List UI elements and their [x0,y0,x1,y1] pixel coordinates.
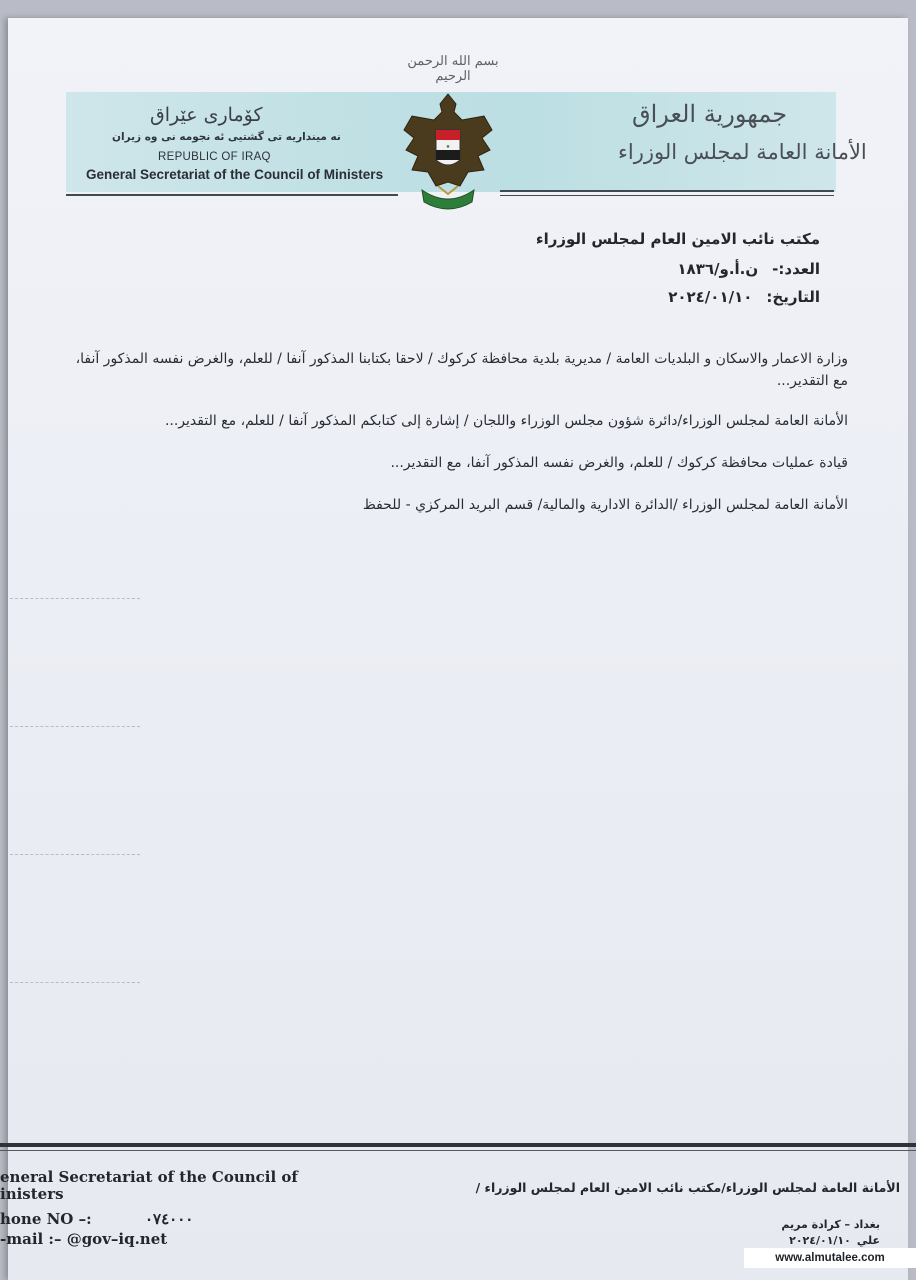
republic-english: REPUBLIC OF IRAQ [158,151,271,163]
kurdish-title: کۆماری عێراق [150,104,263,126]
date-label: التاريخ: [766,288,820,306]
iraq-eagle-emblem-icon [398,90,498,218]
reference-label: العدد:- [772,260,820,278]
recipient-paragraph-4: الأمانة العامة لمجلس الوزراء /الدائرة الادارية والمالية/ قسم البريد المركزي - للحفظ [362,497,848,513]
guide-line [10,982,140,984]
footer-secretariat-english-2: inisters [0,1185,64,1203]
date-value: ٢٠٢٤/٠١/١٠ [668,288,753,306]
footer-email: -mail :– @gov–iq.net [0,1230,168,1248]
footer-phone-label: hone NO –: [0,1210,92,1228]
letterhead-rule-right [500,190,834,192]
issuing-office: مكتب نائب الامين العام لمجلس الوزراء [535,230,820,248]
recipient-paragraph-3: قيادة عمليات محافظة كركوك / للعلم، والغرض نفسه المذكور آنفا، مع التقدير... [390,455,848,471]
kurdish-subtitle: نه مینداریه تی گشتیی ئه نجومه نی وه زیران [112,131,341,143]
svg-text:★: ★ [445,144,451,150]
letter-date [668,288,820,306]
recipient-paragraph-2: الأمانة العامة لمجلس الوزراء/دائرة شؤون مجلس الوزراء واللجان / إشارة إلى كتابكم المذكور آنفا / للعلم، مع التقدير... [164,413,848,429]
secretariat-arabic: الأمانة العامة لمجلس الوزراء [618,140,867,164]
footer-rule [0,1143,916,1147]
reference-value: ن.أ.و/١٨٣٦ [677,260,759,278]
footer-date-value: ٢٠٢٤/٠١/١٠ [789,1234,851,1247]
secretariat-english: General Secretariat of the Council of Ministers [86,167,384,182]
footer-address: بغداد – كرادة مريم [781,1218,880,1231]
footer-date-prefix: علي [856,1234,880,1247]
footer-secretariat-english: eneral Secretariat of the Council of [0,1168,298,1186]
guide-line [10,598,140,600]
guide-line [10,854,140,856]
footer-phone-number: ٠٧٤٠٠٠ [145,1210,194,1228]
footer-office-arabic: الأمانة العامة لمجلس الوزراء/مكتب نائب الامين العام لمجلس الوزراء / [475,1180,900,1195]
footer-date [789,1234,880,1247]
reference-number [677,260,820,278]
recipient-paragraph-1: وزارة الاعمار والاسكان و البلديات العامة / مديرية بلدية محافظة كركوك / لاحقا بكتابنا المذكور آنفا / للعلم، والغرض نفسه المذكور آنفا، مع التقدير... [75,351,848,389]
site-watermark: www.almutalee.com [744,1248,916,1268]
guide-line [10,726,140,728]
basmala: بسم الله الرحمن الرحيم [407,54,499,84]
letterhead-rule-right-thin [500,195,834,196]
republic-arabic: جمهورية العراق [632,100,788,128]
letterhead-rule-left [66,194,398,196]
footer-rule-thin [0,1150,916,1151]
